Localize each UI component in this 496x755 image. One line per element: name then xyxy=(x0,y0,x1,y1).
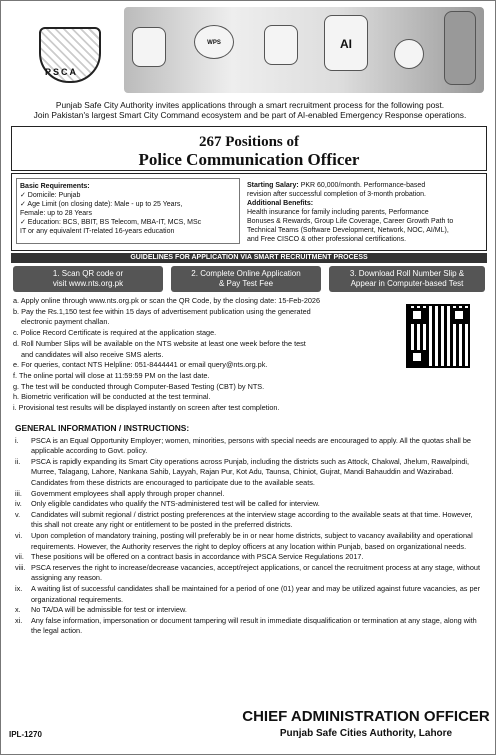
benefits-label: Additional Benefits: xyxy=(247,200,314,207)
step-download-slip xyxy=(329,266,485,292)
intro-line-1: Punjab Safe City Authority invites applications through a smart recruitment process for the following post. xyxy=(55,100,445,110)
item-number: ii. xyxy=(15,456,21,466)
item-number: vii. xyxy=(15,552,24,562)
psca-logo xyxy=(29,27,111,89)
step-apply-online xyxy=(171,266,321,292)
salary-label: Starting Salary: xyxy=(247,182,299,189)
instruction-item: b. Pay the Rs.1,150 test fee within 15 days of advertisement publication using the generated xyxy=(13,306,311,316)
instruction-item: g. The test will be conducted through Computer-Based Testing (CBT) by NTS. xyxy=(13,381,265,391)
pole-icon xyxy=(444,11,476,85)
req-line: ✓ Age Limit (on closing date): Male - up to 25 Years, xyxy=(20,201,183,208)
general-item xyxy=(15,605,485,616)
instruction-item: a. Apply online through www.nts.org.pk or scan the QR Code, by the closing date: 15-Feb-2026 xyxy=(13,296,321,305)
intro-text xyxy=(15,100,485,120)
item-text: These positions will be offered on a contract basis in accordance with PSCA Service Regulations 2017. xyxy=(31,552,364,562)
guidelines-title: GUIDELINES FOR APPLICATION VIA SMART RECRUITMENT PROCESS xyxy=(11,253,487,263)
globe-icon xyxy=(132,27,166,67)
item-number: viii. xyxy=(15,562,26,572)
benefit-line: Bonuses & Rewards, Group Life Coverage, Career Growth Path to xyxy=(247,218,454,225)
item-number: v. xyxy=(15,509,21,519)
item-text: PSCA reserves the right to increase/decrease vacancies, accept/reject applications, or cancel the recruitment process at any stage, without assigning any reason. xyxy=(31,562,480,583)
step-line: & Pay Test Fee xyxy=(218,279,274,288)
post-title: Police Communication Officer xyxy=(138,150,360,169)
ai-chip-label: AI xyxy=(340,37,352,51)
general-item xyxy=(15,489,485,500)
general-item xyxy=(15,552,485,563)
item-text: PSCA is an Equal Opportunity Employer; women, minorities, persons with special needs are encouraged to apply. All the quotas shall be applicable according to Govt. policy. xyxy=(31,435,471,456)
ai-chip-icon xyxy=(324,15,368,71)
general-item xyxy=(15,499,485,510)
requirements-box xyxy=(11,173,487,251)
item-text: No TA/DA will be admissible for test or interview. xyxy=(31,605,187,615)
general-item xyxy=(15,531,485,552)
wps-badge xyxy=(194,25,234,59)
general-item xyxy=(15,436,485,457)
intro-line-2: Join Pakistan's largest Smart City Command ecosystem and be part of AI-enabled Emergency Response operations. xyxy=(33,110,467,120)
step-line: 1. Scan QR code or xyxy=(52,269,124,278)
instruction-item: h. Biometric verification will be conducted at the test terminal. xyxy=(13,392,211,402)
instruction-item: and candidates will also receive SMS alerts. xyxy=(21,349,164,359)
general-title: GENERAL INFORMATION / INSTRUCTIONS: xyxy=(15,423,190,433)
step-line: 2. Complete Online Application xyxy=(191,269,301,278)
step-line: Appear in Computer-based Test xyxy=(350,279,464,288)
general-item xyxy=(15,563,485,584)
step-line: visit www.nts.org.pk xyxy=(52,279,124,288)
salary-text-2: revision after successful completion of 3-month probation. xyxy=(247,191,426,198)
instruction-item: d. Roll Number Slips will be available on the NTS website at least one week before the test xyxy=(13,338,306,348)
instruction-item: i. Provisional test results will be displayed instantly on screen after test completion. xyxy=(13,403,280,413)
speaker-icon xyxy=(394,39,424,69)
item-text: Candidates will submit regional / district posting preferences at the interview stage according to the available seats at that time. However, this shall not create any right or entitlement to be posted in the preferred districts. xyxy=(31,509,473,530)
item-number: iv. xyxy=(15,499,22,509)
wps-badge-label: WPS xyxy=(207,40,221,46)
general-item xyxy=(15,457,485,489)
step-line: 3. Download Roll Number Slip & xyxy=(349,269,465,278)
instruction-item: c. Police Record Certificate is required at the application stage. xyxy=(13,328,217,338)
instruction-item: f. The online portal will close at 11:59:59 PM on the last date. xyxy=(13,370,210,380)
req-line: IT or any equivalent IT-related 16-years education xyxy=(20,228,175,235)
req-line: ✓ Domicile: Punjab xyxy=(20,192,81,199)
instruction-item: e. For queries, contact NTS Helpline: 051-8444441 or email query@nts.org.pk. xyxy=(13,360,268,370)
general-information xyxy=(15,423,485,637)
benefit-line: Technical Teams (Software Development, Network, NOC, AI/ML), xyxy=(247,227,449,234)
ipl-number: IPL-1270 xyxy=(9,730,42,739)
qr-code-icon[interactable] xyxy=(406,304,470,368)
salary-benefits xyxy=(244,178,482,247)
item-text: Any false information, impersonation or document tampering will result in immediate disqualification or termination at any stage, along with the legal action. xyxy=(31,615,477,636)
salary-text: PKR 60,000/month. Performance-based xyxy=(298,182,426,189)
instruction-item: electronic payment challan. xyxy=(21,317,110,327)
item-number: i. xyxy=(15,435,19,445)
item-number: x. xyxy=(15,605,21,615)
general-item xyxy=(15,510,485,531)
basic-requirements xyxy=(16,178,240,244)
header-graphic xyxy=(124,7,484,93)
item-text: A waiting list of successful candidates shall be maintained for a period of one (01) year and may be utilized against future vacancies, as per organizational requirements. xyxy=(31,583,481,604)
item-text: PSCA is rapidly expanding its Smart City operations across Punjab, including the districts such as Attock, Chakwal, Jhelum, Rawalpindi, Murree, Talagang, Lahore, Nankana Sahib, Layyah, Rajan Pur, Kot Adu, Taunsa, Chiniot, Gujrat, Mandi Bahauddin and Wazirabad. Candidates from these districts are encouraged to participate due to the available seats. xyxy=(31,456,470,487)
item-number: ix. xyxy=(15,583,23,593)
item-text: Upon completion of mandatory training, posting will preferably be in or near home districts, subject to vacancy availability and operational requirements. However, the Authority reserves the right to deploy officers at any location within Punjab, based on organizational needs. xyxy=(31,530,473,551)
officer-title: CHIEF ADMINISTRATION OFFICER xyxy=(242,708,490,725)
requirements-heading: Basic Requirements: xyxy=(20,183,90,190)
step-scan-qr xyxy=(13,266,163,292)
instructions-list xyxy=(13,296,393,414)
general-item xyxy=(15,616,485,637)
item-text: Only eligible candidates who qualify the NTS-administered test will be called for interview. xyxy=(31,499,320,509)
general-item xyxy=(15,584,485,605)
req-line: Female: up to 28 Years xyxy=(20,210,92,217)
benefit-line: and Free CISCO & other professional certifications. xyxy=(247,236,407,243)
positions-count: 267 Positions of xyxy=(198,134,299,150)
title-box xyxy=(11,126,487,171)
item-number: vi. xyxy=(15,530,23,540)
authority-name: Punjab Safe Cities Authority, Lahore xyxy=(279,728,453,739)
logo-text: PSCA xyxy=(45,67,79,77)
item-text: Government employees shall apply through proper channel. xyxy=(31,488,225,498)
item-number: xi. xyxy=(15,615,23,625)
req-line: ✓ Education: BCS, BBIT, BS Telecom, MBA-IT, MCS, MSc xyxy=(20,219,202,226)
item-number: iii. xyxy=(15,488,22,498)
building-icon xyxy=(264,25,298,65)
benefit-line: Health insurance for family including parents, Performance xyxy=(247,209,429,216)
header-banner xyxy=(9,7,489,93)
